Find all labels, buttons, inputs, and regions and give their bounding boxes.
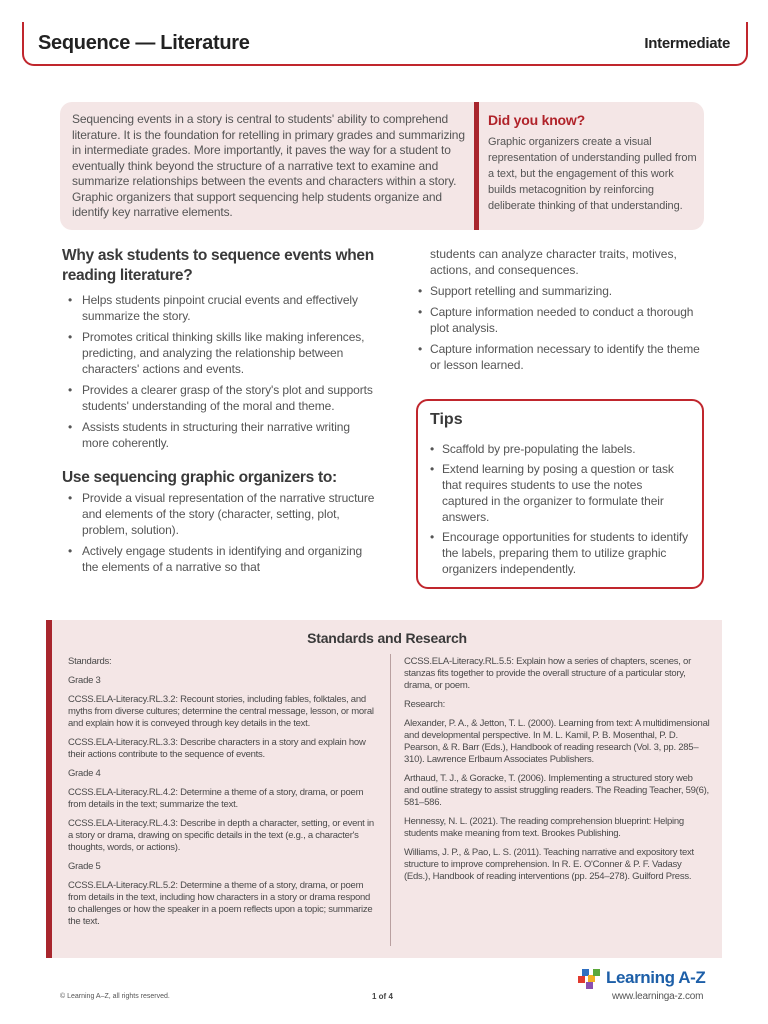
right-column bbox=[416, 246, 706, 378]
did-you-know-body: Graphic organizers create a visual representation of understanding pulled from a text, but the engagement of this work builds metacognition by reinforcing deliberate thinking of that understanding. bbox=[488, 136, 697, 212]
standards-panel bbox=[46, 620, 722, 958]
did-you-know bbox=[488, 112, 698, 214]
why-heading: Why ask students to sequence events when reading literature? bbox=[62, 247, 374, 284]
standards-text: CCSS.ELA-Literacy.RL.5.2: Determine a theme of a story, drama, or poem from details in the text, including how characters in a story or drama respond to challenges or how the speaker in a poem reflects upon a topic; summarize the text. bbox=[68, 880, 373, 927]
intro-divider bbox=[474, 102, 479, 230]
research-citation: Alexander, P. A., & Jetton, T. L. (2000). Learning from text: A multidimensional and developmental perspective. In M. L. Kamil, P. B. Mosenthal, P. D. Pearson, & R. Barr (Eds.), Handbook of reading research (Vol. 3, pp. 285–310). Lawrence Erlbaum Associates Publishers. bbox=[404, 718, 710, 765]
standards-text: Grade 4 bbox=[68, 768, 101, 779]
standards-right-column bbox=[404, 656, 710, 890]
list-item: • Helps students pinpoint crucial events and effectively summarize the story. bbox=[62, 292, 378, 324]
did-you-know-title: Did you know? bbox=[488, 112, 585, 128]
page-number: 1 of 4 bbox=[372, 992, 393, 1001]
standards-text: CCSS.ELA-Literacy.RL.4.3: Describe in depth a character, setting, or event in a story or drama, drawing on specific details in the text (e.g., a character's thoughts, words, or actions). bbox=[68, 818, 374, 853]
intro-panel bbox=[60, 102, 704, 230]
intro-text: Sequencing events in a story is central to students' ability to comprehend literature. It is the foundation for retelling in primary grades and summarizing in intermediate grades. More importantly, it paves the way for a student to eventually think beyond the structure of a narrative text to examine and summarize relationships between the events and characters within a story. Graphic organizers that support sequencing help students organize and identify key narrative elements. bbox=[72, 112, 465, 219]
list-item: • Encourage opportunities for students to identify the labels, preparing them to utilize graphic organizers independently. bbox=[430, 529, 690, 577]
copyright: © Learning A–Z, all rights reserved. bbox=[60, 993, 170, 1000]
tips-list bbox=[430, 441, 690, 577]
learning-az-logo bbox=[578, 966, 718, 990]
list-item: • Capture information necessary to identify the theme or lesson learned. bbox=[416, 341, 706, 373]
standards-text: CCSS.ELA-Literacy.RL.3.2: Recount stories, including fables, folktales, and myths from diverse cultures; determine the central message, lesson, or moral and explain how it is conveyed through key details in the text. bbox=[68, 694, 374, 729]
standards-text: Standards: bbox=[68, 656, 112, 667]
standards-text: Grade 3 bbox=[68, 675, 101, 686]
left-column bbox=[62, 246, 378, 580]
use-list-continued bbox=[416, 283, 706, 373]
standards-text: CCSS.ELA-Literacy.RL.5.5: Explain how a series of chapters, scenes, or stanzas fits together to provide the overall structure of a particular story, drama, or poem. bbox=[404, 656, 691, 691]
tips-title: Tips bbox=[430, 411, 463, 428]
tips-box bbox=[416, 399, 704, 589]
standards-text: Research: bbox=[404, 699, 446, 710]
use-list bbox=[62, 490, 378, 575]
why-list bbox=[62, 292, 378, 451]
list-item: • Actively engage students in identifying and organizing the elements of a narrative so that bbox=[62, 543, 378, 575]
standards-text: CCSS.ELA-Literacy.RL.4.2: Determine a theme of a story, drama, or poem from details in the text; summarize the text. bbox=[68, 787, 364, 810]
list-item: • Scaffold by pre-populating the labels. bbox=[430, 441, 690, 457]
list-item: • Capture information needed to conduct a thorough plot analysis. bbox=[416, 304, 706, 336]
list-item: • Provides a clearer grasp of the story's plot and supports students' understanding of the moral and theme. bbox=[62, 382, 378, 414]
standards-text: Grade 5 bbox=[68, 861, 101, 872]
standards-accent-bar bbox=[46, 620, 52, 958]
logo-mark-icon bbox=[578, 967, 602, 989]
page-header bbox=[22, 22, 748, 66]
list-item: • Extend learning by posing a question or task that requires students to use the notes captured in the organizer to formulate their answers. bbox=[430, 461, 690, 525]
standards-title: Standards and Research bbox=[307, 630, 467, 646]
list-item: • Assists students in structuring their narrative writing more coherently. bbox=[62, 419, 378, 451]
use-heading: Use sequencing graphic organizers to: bbox=[62, 469, 337, 486]
research-citation: Hennessy, N. L. (2021). The reading comprehension blueprint: Helping students make meaning from text. Brookes Publishing. bbox=[404, 816, 684, 839]
list-continuation: students can analyze character traits, motives, actions, and consequences. bbox=[430, 247, 677, 277]
logo-text: Learning A-Z bbox=[606, 968, 706, 987]
page-title: Sequence — Literature bbox=[38, 31, 250, 54]
list-item: • Promotes critical thinking skills like making inferences, predicting, and analyzing the relationship between characters' actions and events. bbox=[62, 329, 378, 377]
standards-divider bbox=[390, 654, 391, 946]
list-item: • Support retelling and summarizing. bbox=[416, 283, 706, 299]
website-url: www.learninga-z.com bbox=[612, 991, 704, 1002]
research-citation: Arthaud, T. J., & Goracke, T. (2006). Implementing a structured story web and outline strategy to assist struggling readers. The Reading Teacher, 59(6), 581–586. bbox=[404, 773, 709, 808]
standards-left-column bbox=[68, 656, 374, 935]
research-citation: Williams, J. P., & Pao, L. S. (2011). Teaching narrative and expository text structure to improve comprehension. In R. E. O'Conner & P. F. Vadasy (Eds.), Handbook of reading interventions (pp. 254–278). Guilford Press. bbox=[404, 847, 694, 882]
standards-text: CCSS.ELA-Literacy.RL.3.3: Describe characters in a story and explain how their actions contribute to the sequence of events. bbox=[68, 737, 366, 760]
list-item: • Provide a visual representation of the narrative structure and elements of the story (character, setting, plot, problem, solution). bbox=[62, 490, 378, 538]
level-label: Intermediate bbox=[644, 34, 730, 52]
